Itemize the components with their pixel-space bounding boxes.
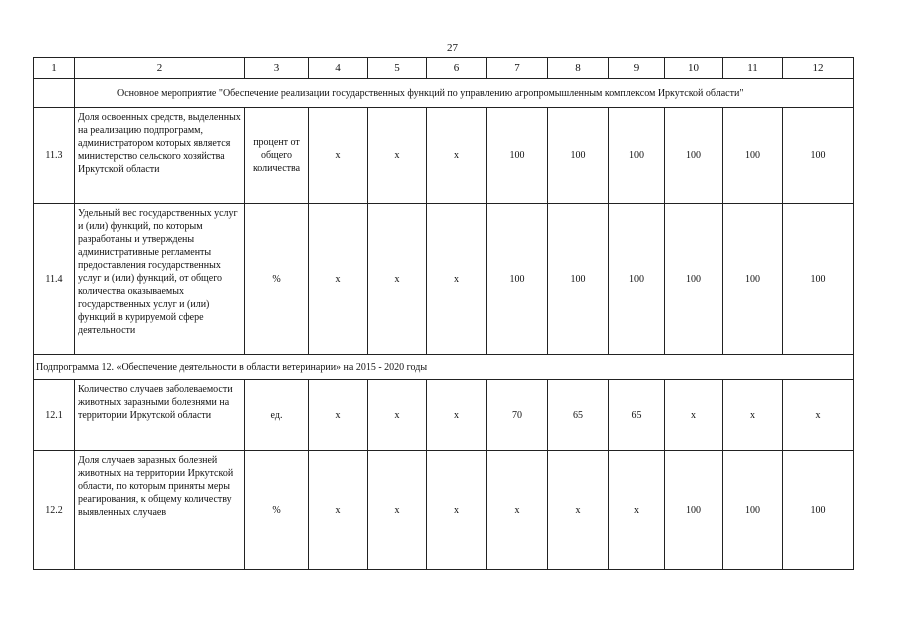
value-cell: х [427, 204, 487, 355]
value-cell: 100 [487, 204, 548, 355]
value-cell: х [665, 380, 723, 451]
table-row [34, 108, 854, 204]
value-cell: х [427, 451, 487, 570]
value-cell: 100 [723, 451, 783, 570]
header-cell: 3 [245, 58, 309, 79]
header-cell: 10 [665, 58, 723, 79]
value-cell: 65 [548, 380, 609, 451]
value-cell: х [368, 451, 427, 570]
row-unit: % [245, 204, 309, 355]
row-unit: ед. [245, 380, 309, 451]
value-cell: х [309, 451, 368, 570]
value-cell: 100 [665, 108, 723, 204]
page-number: 27 [447, 42, 458, 54]
value-cell: 70 [487, 380, 548, 451]
value-cell: х [309, 380, 368, 451]
row-number: 11.4 [34, 204, 75, 355]
section-row [34, 79, 854, 108]
value-cell: х [368, 108, 427, 204]
value-cell: 100 [723, 204, 783, 355]
header-cell: 8 [548, 58, 609, 79]
row-description: Удельный вес государственных услуг и (или) функций, по которым разработаны и утверждены административные регламенты предоставления государственных услуг и (или) функций, от общего количества оказываемых государственных услуг и (или) функций в курируемой сфере деятельности [75, 204, 245, 355]
header-cell: 2 [75, 58, 245, 79]
header-cell: 6 [427, 58, 487, 79]
value-cell: х [783, 380, 854, 451]
row-description: Доля освоенных средств, выделенных на реализацию подпрограмм, администратором которых является министерство сельского хозяйства Иркутской области [75, 108, 245, 204]
row-number: 12.2 [34, 451, 75, 570]
subprogram-title: Подпрограмма 12. «Обеспечение деятельности в области ветеринарии» на 2015 - 2020 годы [34, 355, 854, 380]
value-cell: х [609, 451, 665, 570]
value-cell: 100 [783, 451, 854, 570]
value-cell: 100 [665, 451, 723, 570]
value-cell: х [723, 380, 783, 451]
header-cell: 1 [34, 58, 75, 79]
empty-cell [34, 79, 75, 108]
header-cell: 4 [309, 58, 368, 79]
header-cell: 5 [368, 58, 427, 79]
row-number: 11.3 [34, 108, 75, 204]
value-cell: х [309, 204, 368, 355]
indicators-table [33, 57, 854, 570]
value-cell: 100 [548, 108, 609, 204]
value-cell: 100 [609, 204, 665, 355]
header-cell: 7 [487, 58, 548, 79]
value-cell: х [427, 108, 487, 204]
value-cell: х [309, 108, 368, 204]
value-cell: 100 [609, 108, 665, 204]
value-cell: х [427, 380, 487, 451]
value-cell: х [487, 451, 548, 570]
value-cell: 100 [783, 108, 854, 204]
row-unit: процент от общего количества [245, 108, 309, 204]
row-description: Количество случаев заболеваемости животных заразными болезнями на территории Иркутской области [75, 380, 245, 451]
row-description: Доля случаев заразных болезней животных на территории Иркутской области, по которым приняты меры реагирования, к общему количеству выявленных случаев [75, 451, 245, 570]
value-cell: 100 [548, 204, 609, 355]
value-cell: х [368, 204, 427, 355]
header-cell: 11 [723, 58, 783, 79]
table-row [34, 380, 854, 451]
value-cell: 65 [609, 380, 665, 451]
section-title: Основное мероприятие "Обеспечение реализации государственных функций по управлению агропромышленным комплексом Иркутской области" [75, 79, 854, 108]
value-cell: х [368, 380, 427, 451]
subprogram-row [34, 355, 854, 380]
row-number: 12.1 [34, 380, 75, 451]
table-row [34, 451, 854, 570]
header-cell: 12 [783, 58, 854, 79]
value-cell: 100 [665, 204, 723, 355]
header-cell: 9 [609, 58, 665, 79]
header-row [34, 58, 854, 79]
table-row [34, 204, 854, 355]
row-unit: % [245, 451, 309, 570]
value-cell: 100 [487, 108, 548, 204]
value-cell: 100 [783, 204, 854, 355]
value-cell: 100 [723, 108, 783, 204]
value-cell: х [548, 451, 609, 570]
